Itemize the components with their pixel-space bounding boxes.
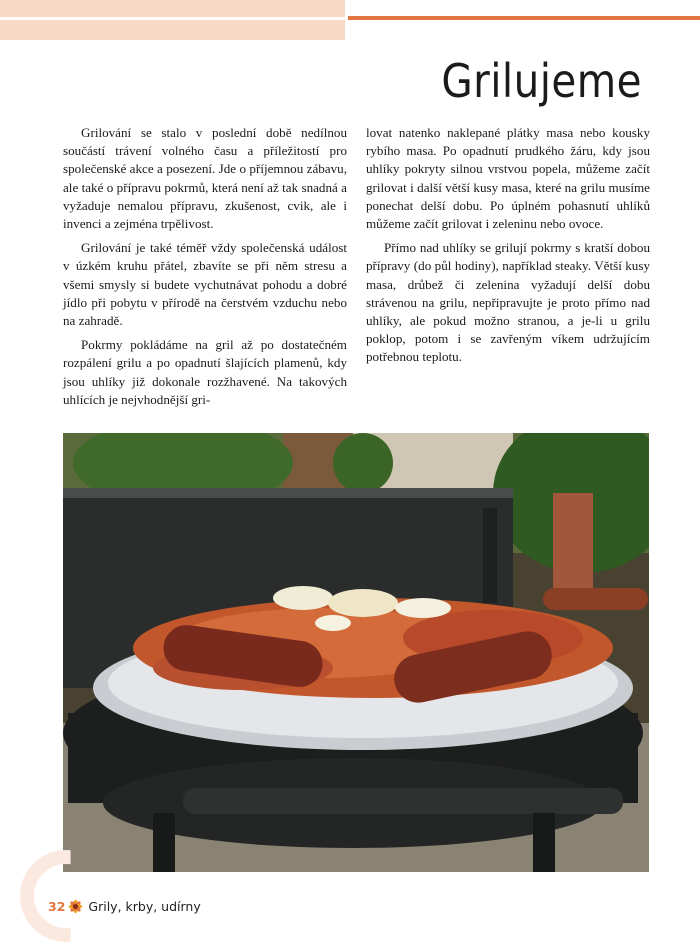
grill-photo — [63, 433, 649, 872]
page-number: 32 — [48, 899, 66, 914]
paragraph: Grilování se stalo v poslední době nedílnou součástí trávení volného času a příležitostí pro společenské akce a posezení. Jde o příjemnou zábavu, ale také o přípravu pokrmů, která není až tak snadná a vyžaduje nemalou přípravu, zkušenost, cvik, ale i invenci a zejména trpělivost. — [63, 125, 347, 232]
page-title: Grilujeme — [441, 54, 642, 108]
flower-icon — [67, 898, 84, 915]
text-column-left — [63, 124, 347, 415]
section-title: Grily, krby, udírny — [88, 899, 201, 914]
paragraph: lovat natenko naklepané plátky masa nebo kousky rybího masa. Po opadnutí prudkého žáru, kdy jsou uhlíky pokryty silnou vrstvou popela, můžeme začít grilovat i další větší kusy masa, které na grilu musíme ponechat delší dobu. Po úplném pohasnutí uhlíků můžeme začít grilovat i zeleninu nebo ovoce. — [366, 125, 650, 232]
paragraph: Grilování je také téměř vždy společenská událost v úzkém kruhu přátel, zbavíte se při něm stresu a všemi smysly si budete vychutnávat pohodu a dobré jídlo při pobytu v přírodě na čerstvém vzduchu nebo na zahradě. — [63, 240, 347, 329]
header-band-right — [348, 16, 700, 20]
header-band-left — [0, 0, 345, 40]
paragraph: Přímo nad uhlíky se grilují pokrmy s kratší dobou přípravy (do půl hodiny), například steaky. Větší kusy masa, drůbež či zelenina vyžadují delší dobu strávenou na grilu, nepřipravujte je proto přímo nad uhlíky, ale pokud možno stranou, a je-li u grilu poklop, potom i se zavřeným víkem udržujícím potřebnou teplotu. — [366, 240, 650, 365]
footer — [48, 898, 201, 915]
text-column-right — [366, 124, 650, 373]
paragraph: Pokrmy pokládáme na gril až po dostatečném rozpálení grilu a po opadnutí šlajících plamenů, kdy jsou uhlíky již dokonale rozžhavené. Na takových uhlících je nejvhodnější gri- — [63, 337, 347, 407]
